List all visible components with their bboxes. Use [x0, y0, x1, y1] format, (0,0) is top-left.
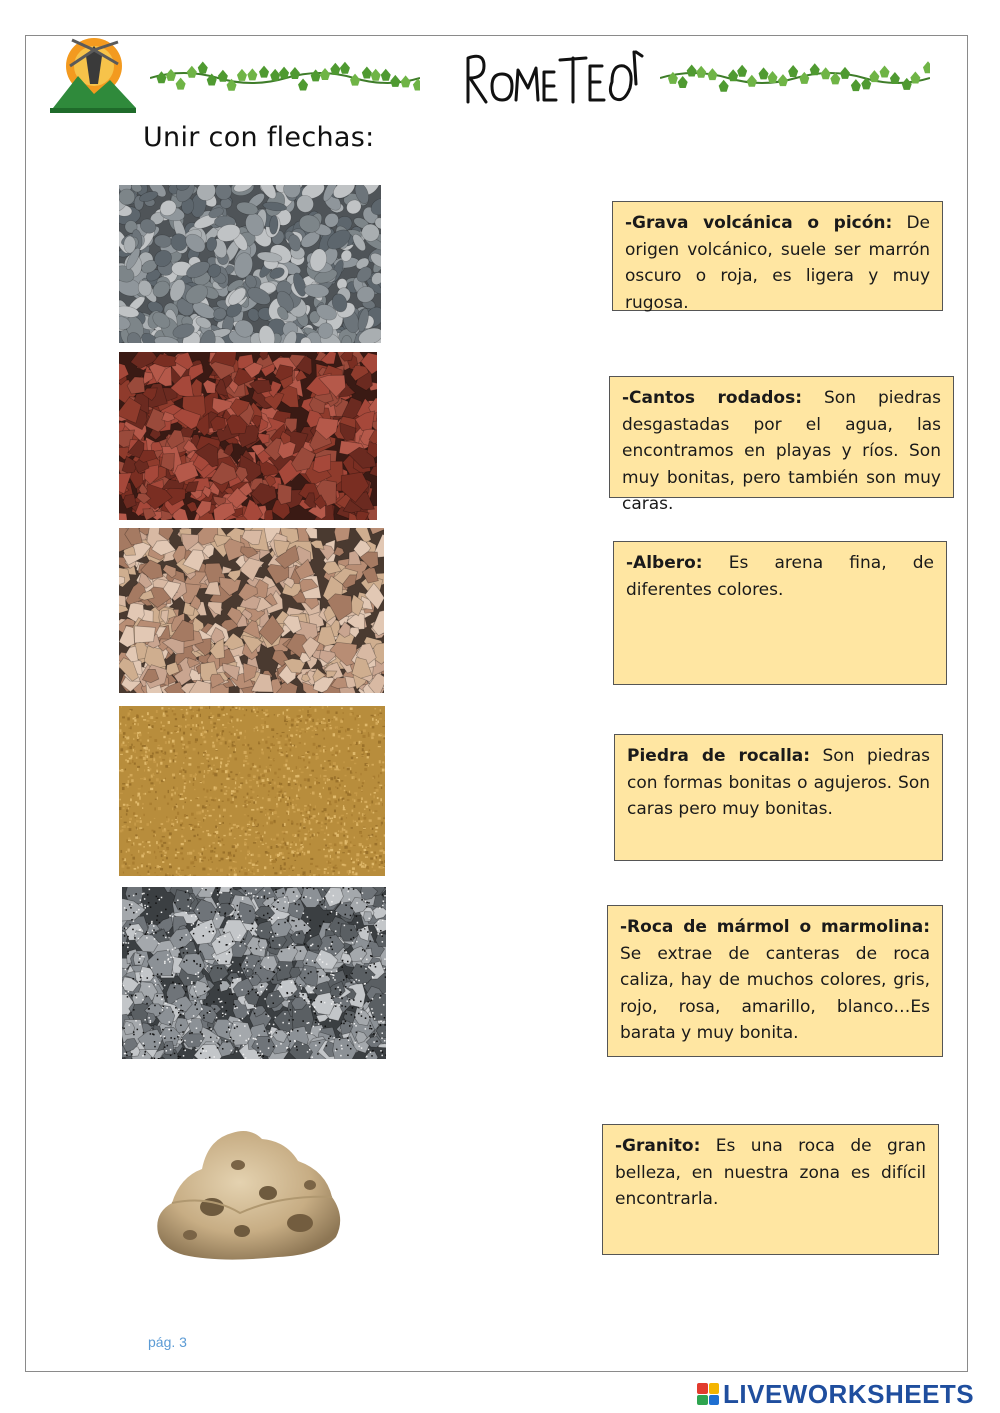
- albero-photo: [119, 706, 385, 876]
- prometeo-brand-logo: [462, 44, 647, 112]
- instruction-heading: Unir con flechas:: [143, 122, 375, 153]
- vine-decoration-right: [660, 58, 930, 94]
- card-grava-volcanica: -Grava volcánica o picón: De origen volcánico, suele ser marrón oscuro o roja, es ligera y muy rugosa.: [612, 201, 943, 311]
- liveworksheets-watermark: [697, 1380, 974, 1408]
- card-marmolina: -Roca de mármol o marmolina: Se extrae de canteras de roca caliza, hay de muchos colores, gris, rojo, rosa, amarillo, blanco…Es barata y muy bonita.: [607, 905, 943, 1057]
- card-piedra-rocalla: Piedra de rocalla: Son piedras con formas bonitas o agujeros. Son caras pero muy bonitas.: [614, 734, 943, 861]
- page-number: pág. 3: [148, 1334, 187, 1350]
- canto-rodado-photo: [119, 185, 381, 343]
- card-granito: -Granito: Es una roca de gran belleza, en nuestra zona es difícil encontrarla.: [602, 1124, 939, 1255]
- school-logo: [48, 36, 140, 116]
- rocalla-photo: [150, 1125, 350, 1270]
- grava-volcanica-photo: [119, 352, 377, 520]
- card-cantos-rodados: -Cantos rodados: Son piedras desgastadas por el agua, las encontramos en playas y ríos. Son muy bonitas, pero también son muy caras.: [609, 376, 954, 498]
- liveworksheets-text: LIVEWORKSHEETS: [723, 1378, 975, 1409]
- liveworksheets-icon: [697, 1383, 719, 1405]
- card-albero: -Albero: Es arena fina, de diferentes colores.: [613, 541, 947, 685]
- granito-photo: [122, 887, 386, 1059]
- vine-decoration-left: [150, 58, 420, 94]
- marmolina-photo: [119, 528, 384, 693]
